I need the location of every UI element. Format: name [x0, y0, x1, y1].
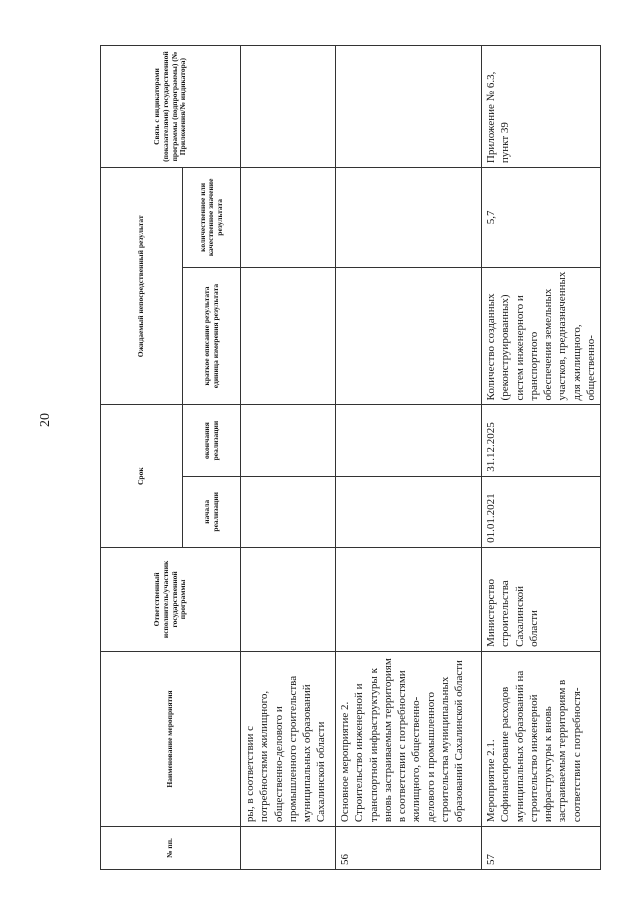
header-term: Срок [101, 405, 183, 547]
cell-end: 31.12.2025 [482, 405, 601, 476]
cell-value [241, 168, 336, 267]
cell-start [241, 476, 336, 547]
header-result-desc: краткое описание результата единица измерения результата [183, 267, 241, 405]
cell-responsible: Министерство строительства Сахалинской области [482, 547, 601, 651]
table-row [241, 46, 336, 870]
cell-num [241, 827, 336, 870]
cell-desc [336, 267, 482, 405]
cell-num: 57 [482, 827, 601, 870]
header-num: № пп. [101, 827, 241, 870]
page-number: 20 [38, 413, 53, 427]
cell-responsible [336, 547, 482, 651]
header-result-value: количественное или качественное значение результата [183, 168, 241, 267]
cell-start: 01.01.2021 [482, 476, 601, 547]
cell-end [336, 405, 482, 476]
cell-name: ры, в соответствии с потребностями жилищного, общественно-делового и промышленного строительства муниципальных образований Сахалинской области [241, 651, 336, 826]
cell-link: Приложение № 6.3, пункт 39 [482, 46, 601, 168]
header-result: Ожидаемый непосредственный результат [101, 168, 183, 405]
header-term-end: окончания реализации [183, 405, 241, 476]
header-name: Наименование мероприятия [101, 651, 241, 826]
cell-value: 5,7 [482, 168, 601, 267]
rotated-table-page [100, 45, 598, 870]
cell-end [241, 405, 336, 476]
cell-desc: Количество созданных (реконструированных) систем инженерного и транспортного обеспечения земельных участков, предназначенных для жилищного, общественно- [482, 267, 601, 405]
cell-desc [241, 267, 336, 405]
header-responsible: Ответственный исполнитель/участник государственной программы [101, 547, 241, 651]
header-term-start: начала реализации [183, 476, 241, 547]
activities-table [100, 45, 601, 870]
table-row [482, 46, 601, 870]
cell-value [336, 168, 482, 267]
cell-responsible [241, 547, 336, 651]
cell-num: 56 [336, 827, 482, 870]
header-link: Связь с индикаторами (показателями) государственной программы (подпрограммы) (№ Приложения/№ индикатора) [101, 46, 241, 168]
cell-name: Мероприятие 2.1. Софинансирование расходов муниципальных образований на строительство инженерной инфраструктуры к вновь застраиваемым территориям в соответствии с потребностя- [482, 651, 601, 826]
table-row [336, 46, 482, 870]
cell-name: Основное мероприятие 2. Строительство инженерной и транспортной инфраструктуры к вновь застраиваемым территориям в соответствии с потребностями жилищного, общественно-делового и промышленного строительства муниципальных образований Сахалинской области [336, 651, 482, 826]
cell-link [336, 46, 482, 168]
cell-link [241, 46, 336, 168]
cell-start [336, 476, 482, 547]
